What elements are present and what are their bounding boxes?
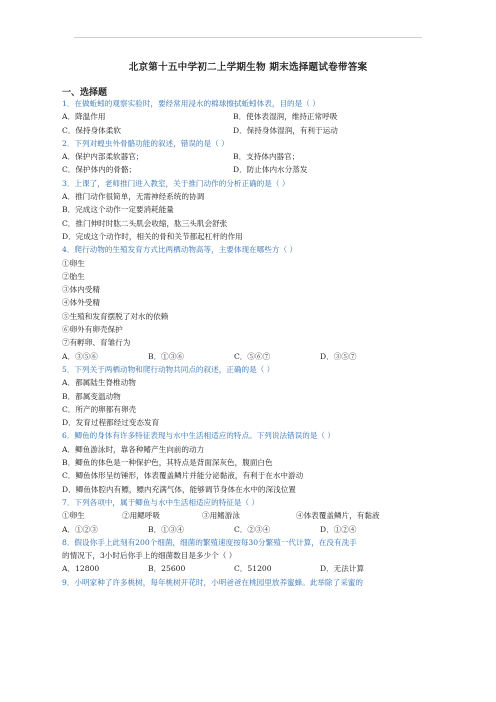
option: A．12800: [62, 564, 100, 574]
option: D．无法计算: [320, 564, 365, 574]
list-item: ②用鳃呼吸: [122, 511, 160, 521]
list-item: ⑤生殖和发育摆脱了对水的依赖: [62, 311, 169, 321]
question-stem: 7．下列各项中，属于鲫鱼与水中生活相适应的特征是（ ）: [62, 497, 260, 507]
option: A．降温作用: [62, 112, 106, 122]
question-list: [62, 97, 434, 589]
list-item: ④体表覆盖鳞片，有黏液: [296, 511, 380, 521]
question-stem: 9．小明家种了许多桃树，每年桃树开花时，小明爸爸在桃园里放养蜜蜂。此举除了采蜜的: [62, 577, 363, 587]
option: C．鲫鱼体形呈纺锤形，体表覆盖鳞片并能分泌黏液，有利于在水中游动: [62, 471, 304, 481]
option: C．保持身体柔软: [62, 125, 121, 135]
option: D．完成这个动作时，相关的骨和关节都起杠杆的作用: [62, 231, 243, 241]
option: B．25600: [148, 564, 186, 574]
question-stem: 1．在做蚯蚓的观察实验时，要经常用浸水的棉球擦拭蚯蚓体表，目的是（ ）: [62, 99, 320, 108]
question-stem: 3．上课了，老师推门进入教室，关于推门动作的分析正确的是（ ）: [62, 178, 290, 188]
option: A．鲫鱼游泳时，靠各种鳍产生向前的动力: [62, 444, 205, 454]
question-stem: 8．假设你手上此刻有200个细菌，细菌的繁殖速度按每30分繁殖一代计算，在没有洗手: [62, 537, 357, 547]
option: A．保护内部柔软器官；: [62, 152, 144, 162]
option: C．51200: [234, 564, 272, 574]
option: B．①③⑥: [148, 351, 184, 361]
list-item: ①卵生: [62, 511, 85, 521]
header-rule: [74, 37, 422, 38]
option: C．②③④: [234, 524, 271, 534]
option: C．⑤⑥⑦: [234, 351, 271, 361]
question-stem: 4．爬行动物的生殖发育方式比两栖动物高等，主要体现在哪些方（ ）: [62, 245, 298, 255]
option: A．③⑤⑥: [62, 351, 98, 361]
option: A．①②③: [62, 524, 98, 534]
option: D．①②④: [320, 524, 357, 534]
option: B．支持体内器官；: [233, 152, 300, 162]
list-item: ③用鳍游泳: [202, 511, 240, 521]
question-stem: 6．鲫鱼的身体有许多特征表现与水中生活相适应的特点。下列说法错误的是（ ）: [62, 431, 336, 441]
option: C．保护体内的骨骼；: [62, 165, 137, 175]
option: A．推门动作很简单，无需神经系统的协调: [62, 192, 205, 202]
list-item: ⑦有孵卵、育雏行为: [62, 338, 131, 348]
option: D．③⑤⑦: [320, 351, 357, 361]
list-item: ③体内受精: [62, 285, 100, 295]
option: B．鲫鱼的体色是一种保护色，其特点是背面深灰色，腹面白色: [62, 458, 273, 468]
option: B．①③④: [148, 524, 184, 534]
option: C．推门伸时时肱二头肌会收缩，肱三头肌会舒张: [62, 218, 228, 228]
option: B．完成这个动作一定要消耗能量: [62, 205, 174, 215]
question-stem-continued: 的情况下，3小时后你手上的细菌数目是多少个（ ）: [62, 551, 237, 561]
option: D．发育过程都经过变态发育: [62, 418, 160, 428]
option: B．使体表湿润，维持正常呼吸: [233, 112, 338, 122]
list-item: ②胎生: [62, 271, 85, 281]
doc-title: 北京第十五中学初二上学期生物 期末选择题试卷带答案: [128, 62, 368, 73]
list-item: ①卵生: [62, 258, 85, 268]
option: C．所产的卵都有卵壳: [62, 404, 137, 414]
question-stem: 5．下列关于两栖动物和爬行动物共同点的叙述，正确的是（ ）: [62, 364, 275, 374]
option: A．都属陆生脊椎动物: [62, 378, 136, 388]
question-stem: 2．下列对蝗虫外骨骼功能的叙述，错误的是（ ）: [62, 138, 229, 148]
option: D．鲫鱼体腔内有鳔，鳔内充满气体，能够调节身体在水中的深浅位置: [62, 484, 296, 494]
section-heading: 一、选择题: [62, 88, 108, 98]
option: B．都属变温动物: [62, 391, 121, 401]
list-item: ④体外受精: [62, 298, 100, 308]
option: D．保持身体湿润，有利于运动: [233, 125, 338, 135]
list-item: ⑥卵外有卵壳保护: [62, 325, 123, 335]
option: D．防止体内水分蒸发: [233, 165, 308, 175]
